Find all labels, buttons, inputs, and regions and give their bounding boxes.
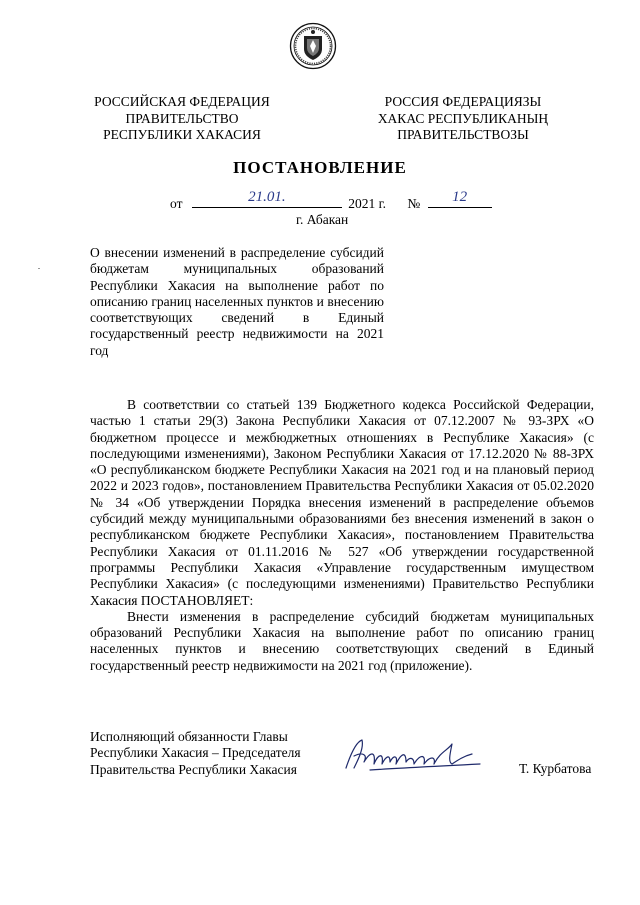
date-line	[170, 189, 492, 212]
coat-of-arms-emblem-icon	[289, 22, 337, 70]
document-subject: О внесении изменений в распределение субсидий бюджетам муниципальных образований Республики Хакасия на выполнение работ по описанию границ населенных пунктов и внесению соответствующих сведений в Единый государственный реестр недвижимости на 2021 год	[90, 245, 384, 358]
number-field	[428, 189, 492, 208]
date-year: 2021 г.	[348, 196, 386, 211]
signatory-title-line: Исполняющий обязанности Главы	[90, 729, 288, 744]
signature-block	[90, 729, 301, 778]
header-left-line: РЕСПУБЛИКИ ХАКАСИЯ	[103, 127, 261, 142]
header-right	[368, 94, 558, 144]
number-handwritten: 12	[452, 189, 468, 205]
header-left-line: ПРАВИТЕЛЬСТВО	[125, 110, 239, 126]
city: г. Абакан	[296, 212, 349, 227]
document-body	[90, 397, 594, 674]
signatory-title-line: Правительства Республики Хакасия	[90, 761, 297, 777]
date-field	[192, 189, 342, 208]
signatory-title-line: Республики Хакасия – Председателя	[90, 745, 301, 761]
document-title: ПОСТАНОВЛЕНИЕ	[233, 158, 407, 177]
body-paragraph: В соответствии со статьей 139 Бюджетного кодекса Российской Федерации, частью 1 статьи 29(3) Закона Республики Хакасия от 07.12.2007 № 93-ЗРХ «О бюджетном процессе и межбюджетных отношениях в Республике Хакасия» (с последующими изменениями), Законом Республики Хакасия от 17.12.2020 № 88-ЗРХ «О республиканском бюджете Республики Хакасия на 2021 год и на плановый период 2022 и 2023 годов», постановлением Правительства Республики Хакасия от 05.02.2020 № 34 «Об утверждении Порядка внесения изменений в распределение объемов субсидий между муниципальными образованиями без внесения изменений в закон о республиканском бюджете Республики Хакасия», постановлением Правительства Республики Хакасия от 01.11.2016 № 527 «Об утверждении государственной программы Республики Хакасия «Управление государственным имуществом Республики Хакасия» (с последующими изменениями) Правительство Республики Хакасия ПОСТАНОВЛЯЕТ:	[90, 397, 594, 608]
header-left	[82, 94, 282, 144]
body-paragraph: Внести изменения в распределение субсидий бюджетам муниципальных образований Республики Хакасия на выполнение работ по описанию границ населенных пунктов и внесению соответствующих сведений в Единый государственный реестр недвижимости на 2021 год (приложение).	[90, 608, 594, 673]
margin-mark	[38, 268, 40, 269]
date-handwritten: 21.01.	[248, 189, 286, 205]
header-right-line: ХАКАС РЕСПУБЛИКАНЫҢ	[377, 110, 549, 126]
header-left-line: РОССИЙСКАЯ ФЕДЕРАЦИЯ	[94, 94, 270, 109]
number-label: №	[407, 196, 421, 211]
signer-name: Т. Курбатова	[519, 761, 592, 776]
header-right-line: ПРАВИТЕЛЬСТВОЗЫ	[397, 127, 529, 142]
header-right-line: РОССИЯ ФЕДЕРАЦИЯЗЫ	[384, 94, 542, 109]
date-prefix: от	[170, 196, 183, 211]
handwritten-signature	[340, 734, 490, 776]
